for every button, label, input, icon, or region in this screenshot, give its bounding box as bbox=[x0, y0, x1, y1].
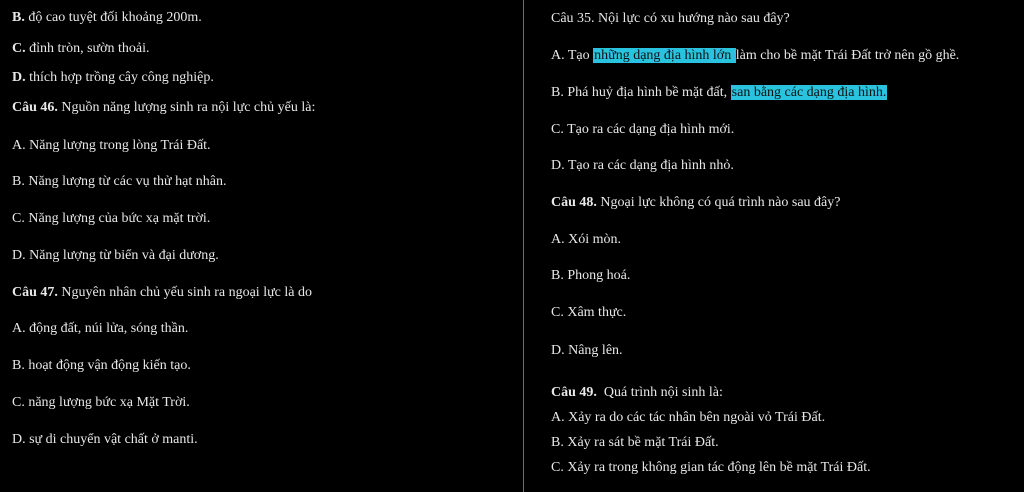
option-letter: D. bbox=[12, 70, 26, 85]
q48-option-c: C. Xâm thực. bbox=[551, 305, 627, 320]
q35-option-b bbox=[551, 84, 887, 102]
option-d-previous bbox=[12, 69, 214, 87]
question-text: Quá trình nội sinh là: bbox=[596, 385, 723, 400]
option-b-previous bbox=[12, 9, 202, 27]
option-text: thích hợp trồng cây công nghiệp. bbox=[25, 70, 214, 85]
question-46 bbox=[12, 99, 315, 117]
q49-option-a: A. Xảy ra do các tác nhân bên ngoài vỏ Trái Đất. bbox=[551, 410, 826, 425]
q46-option-b: B. Năng lượng từ các vụ thử hạt nhân. bbox=[12, 174, 227, 189]
question-label: Câu 48. bbox=[551, 195, 597, 210]
option-c-previous bbox=[12, 40, 150, 58]
option-text: làm cho bề mặt Trái Đất trở nên gồ ghề. bbox=[735, 48, 960, 63]
option-letter: B. bbox=[12, 10, 25, 25]
q49-option-b: B. Xảy ra sát bề mặt Trái Đất. bbox=[551, 435, 719, 450]
q48-option-b: B. Phong hoá. bbox=[551, 268, 631, 283]
q46-option-c: C. Năng lượng của bức xạ mặt trời. bbox=[12, 211, 211, 226]
q35-option-a bbox=[551, 47, 959, 65]
q48-option-a: A. Xói mòn. bbox=[551, 232, 621, 247]
question-label: Câu 47. bbox=[12, 285, 58, 300]
q35-option-d: D. Tạo ra các dạng địa hình nhỏ. bbox=[551, 158, 734, 173]
q47-option-b: B. hoạt động vận động kiến tạo. bbox=[12, 358, 191, 373]
option-text: độ cao tuyệt đối khoảng 200m. bbox=[24, 10, 202, 25]
q35-option-c: C. Tạo ra các dạng địa hình mới. bbox=[551, 122, 735, 137]
highlighted-text: những dạng địa hình lớn bbox=[594, 48, 735, 63]
q46-option-d: D. Năng lượng từ biển và đại dương. bbox=[12, 248, 219, 263]
question-47 bbox=[12, 284, 312, 302]
question-label: Câu 49. bbox=[551, 385, 597, 400]
q48-option-d: D. Nâng lên. bbox=[551, 343, 623, 358]
q47-option-a: A. động đất, núi lửa, sóng thần. bbox=[12, 321, 189, 336]
q49-option-c: C. Xảy ra trong không gian tác động lên bề mặt Trái Đất. bbox=[551, 460, 871, 475]
question-text: Nguồn năng lượng sinh ra nội lực chủ yếu là: bbox=[57, 100, 316, 115]
highlighted-text: san bằng các dạng địa hình. bbox=[731, 85, 887, 100]
question-label: Câu 46. bbox=[12, 100, 58, 115]
question-text: Ngoại lực không có quá trình nào sau đây? bbox=[596, 195, 841, 210]
question-48 bbox=[551, 194, 840, 212]
column-divider bbox=[523, 0, 524, 492]
option-text: A. Tạo bbox=[551, 48, 594, 63]
option-letter: C. bbox=[12, 41, 26, 56]
question-49 bbox=[551, 384, 723, 402]
q47-option-c: C. năng lượng bức xạ Mặt Trời. bbox=[12, 395, 190, 410]
question-text: Nguyên nhân chủ yếu sinh ra ngoại lực là do bbox=[57, 285, 312, 300]
question-35: Câu 35. Nội lực có xu hướng nào sau đây? bbox=[551, 11, 790, 26]
option-text: đỉnh tròn, sườn thoải. bbox=[25, 41, 150, 56]
q47-option-d: D. sự di chuyển vật chất ở manti. bbox=[12, 432, 198, 447]
option-text: B. Phá huỷ địa hình bề mặt đất, bbox=[551, 85, 731, 100]
q46-option-a: A. Năng lượng trong lòng Trái Đất. bbox=[12, 138, 211, 153]
